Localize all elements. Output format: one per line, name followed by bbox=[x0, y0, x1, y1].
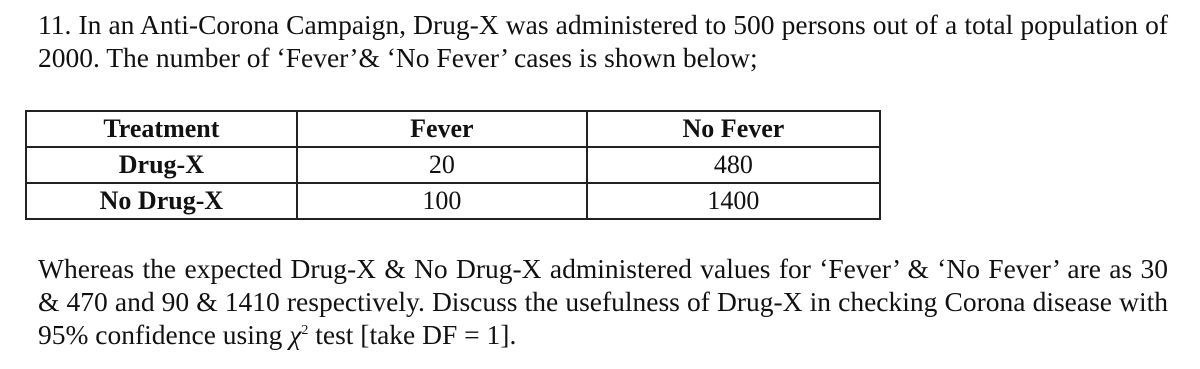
header-no-fever: No Fever bbox=[587, 111, 880, 147]
question-text-end: test [take DF = 1]. bbox=[308, 319, 517, 350]
cell-drug-x-no-fever: 480 bbox=[587, 147, 880, 183]
question-text bbox=[38, 252, 1168, 351]
cell-no-drug-x-fever: 100 bbox=[297, 183, 587, 219]
header-fever: Fever bbox=[297, 111, 587, 147]
row-label-drug-x: Drug-X bbox=[26, 147, 297, 183]
row-label-no-drug-x: No Drug-X bbox=[26, 183, 297, 219]
chi-square-exponent: 2 bbox=[301, 322, 309, 338]
chi-square-symbol: χ bbox=[289, 319, 302, 350]
cell-drug-x-fever: 20 bbox=[297, 147, 587, 183]
fever-table bbox=[25, 110, 881, 220]
table-row bbox=[26, 147, 880, 183]
question-text-main: Whereas the expected Drug-X & No Drug-X administered values for ‘Fever’ & ‘No Fever’ are as 30 & 470 and 90 & 1410 respectively. Discuss the usefulness of Drug-X in checking Corona disease with 95% confidence using bbox=[38, 253, 1168, 350]
problem-intro-text: 11. In an Anti-Corona Campaign, Drug-X was administered to 500 persons out of a total population of 2000. The number of ‘Fever’& ‘No Fever’ cases is shown below; bbox=[38, 9, 1168, 73]
table-row bbox=[26, 183, 880, 219]
header-treatment: Treatment bbox=[26, 111, 297, 147]
table-header-row bbox=[26, 111, 880, 147]
cell-no-drug-x-no-fever: 1400 bbox=[587, 183, 880, 219]
